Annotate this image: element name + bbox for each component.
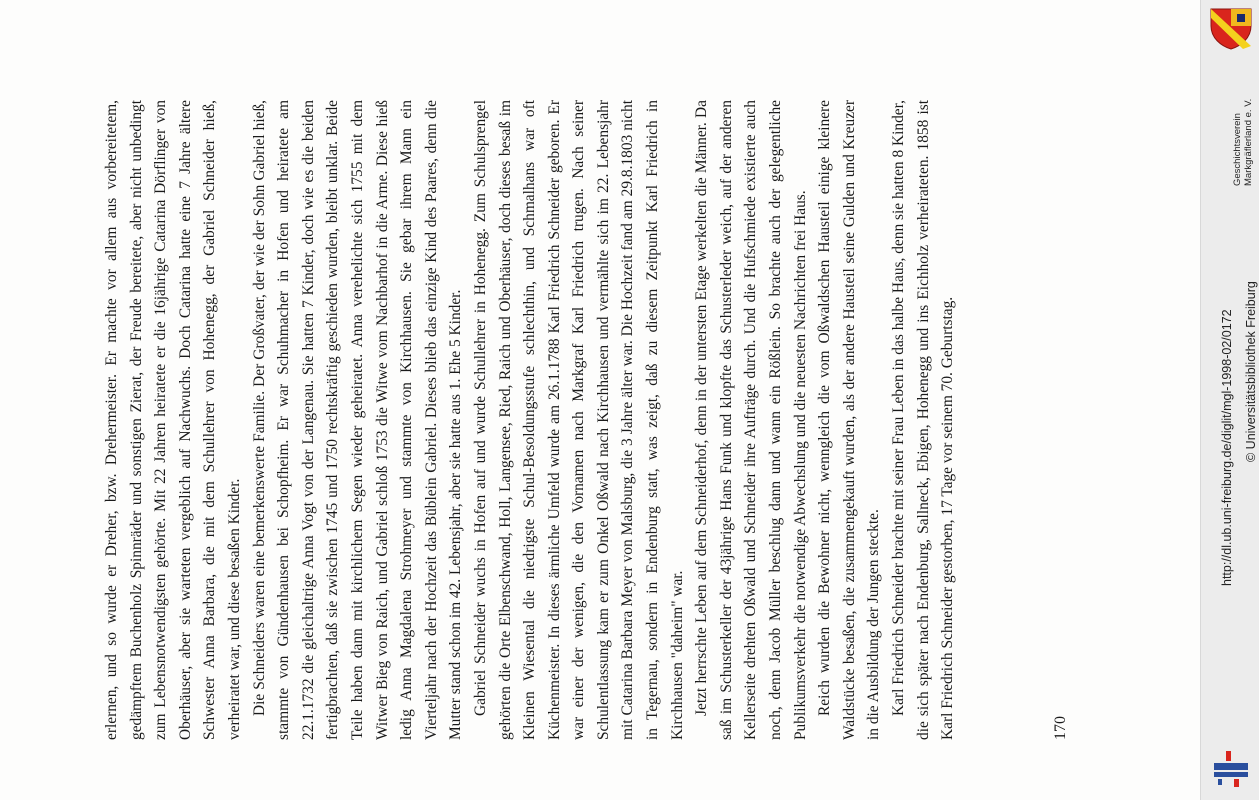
document-url[interactable]: http://dl.ub.uni-freiburg.de/diglit/mgl-1998-02/0172: [1220, 309, 1234, 586]
page-number-text: 170: [1052, 716, 1069, 740]
body-text: [100, 100, 1200, 740]
page-number: [1046, 706, 1074, 746]
university-library-logo-icon: [1210, 745, 1252, 789]
paragraph-3: Gabriel Schneider wuchs in Hofen auf und wurde Schullehrer in Hohenegg. Zum Schulsprengel gehörten die Orte Elbenschwand, Holl, Langensee, Ried, Raich und Oberhäuser, doch dieses besaß im Kleinen Wiesental die niedrigste Schul-Besoldungsstufe schlechthin, und Schmalhans war oft Küchenmeister. In dieses ärmliche Umfeld wurde am 26.1.1788 Karl Friedrich Schneider geboren. Er war einer der wenigen, die den Vornamen nach Markgraf Karl Friedrich trugen. Nach seiner Schulentlassung kam er zum Onkel Oßwald nach Kirchhausen und vermählte sich im 22. Lebensjahr mit Catarina Barbara Meyer von Malsburg, die 3 Jahre älter war. Die Hochzeit fand am 29.8.1803 nicht in Tegernau, sondern in Endenburg statt, was zeigt, daß zu diesem Zeitpunkt Karl Friedrich in Kirchhausen "daheim" war.: [471, 100, 686, 740]
paragraph-5: Reich wurden die Bewohner nicht, wenngleich die vom Oßwaldschen Hausteil einige kleinere Waldstücke besaßen, die zusammengekauft wurden, als der andere Hausteil seine Gulden und Kreuzer in die Ausbildung der Jungen steckte.: [816, 100, 883, 740]
coat-of-arms-icon: [1207, 6, 1255, 50]
copyright-notice: © Universitätsbibliothek Freiburg: [1244, 281, 1258, 462]
paragraph-2: Die Schneiders waren eine bemerkenswerte Familie. Der Großvater, der wie der Sohn Gabriel hieß, stammte von Gündenhausen bei Schopfheim. Er war Schuhmacher in Hofen und heiratete am 22.1.1732 die gleichaltrige Anna Vogt von der Langenau. Sie hatten 7 Kinder, doch wie es die beiden fertigbrachten, daß sie zwischen 1745 und 1750 rechtskräftig geschieden wurden, bleibt unklar. Beide Teile haben dann mit kirchlichem Segen wieder geheiratet. Anna verehelichte sich 1755 mit dem Witwer Bieg von Raich, und Gabriel schloß 1753 die Witwe vom Nachbarhof in die Arme. Diese hieß ledig Anna Magdalena Strohmeyer und stammte von Kirchhausen. Sie gebar ihrem Mann ein Vierteljahr nach der Hochzeit das Büblein Gabriel. Dieses blieb das einzige Kind des Paares, denn die Mutter stand schon im 42. Lebensjahr, aber sie hatte aus 1. Ehe 5 Kinder.: [250, 100, 465, 740]
society-name-line2: Markgräflerland e. V.: [1243, 98, 1254, 186]
paragraph-4: Jetzt herrschte Leben auf dem Schneiderhof, denn in der untersten Etage werkelten die Männer. Da saß im Schusterkeller der 43jährige Hans Funk und klopfte das Schusterleder weich, auf der anderen Kellerseite drehten Oßwald und Schneider ihre Aufträge durch. Und die Hufschmiede existierte auch noch, denn Jacob Müller beschlug dann und wann ein Rößlein. So brachte auch der gelegentliche Publikumsverkehr die notwendige Abwechslung und die neuesten Nachrichten frei Haus.: [693, 100, 809, 740]
society-name-line1: Geschichtsverein: [1232, 113, 1243, 186]
paragraph-1: erlernen, und so wurde er Dreher, bzw. Drehermeister. Er machte vor allem aus vorbereitetem, gedämpftem Buchenholz Spinnräder und sonstigen Zierat, der Freude bereitete, aber nicht unbedingt zum Lebensnotwendigsten gehörte. Mit 22 Jahren heiratete er die 16jährige Catarina Dörflinger von Oberhäuser, aber sie warteten vergeblich auf Nachwuchs. Doch Catarina hatte eine 7 Jahre ältere Schwester Anna Barbara, die mit dem Schullehrer von Hohenegg, der Gabriel Schneider hieß, verheiratet war, und diese besaßen Kinder.: [103, 100, 243, 740]
paragraph-6: Karl Friedrich Schneider brachte mit seiner Frau Leben in das halbe Haus, denn sie hatten 8 Kinder, die sich später nach Endenburg, Sallneck, Ebigen, Hohenegg und ins Eichholz verheirateten. 1858 ist Karl Friedrich Schneider gestorben, 17 Tage vor seinem 70. Geburtstag.: [890, 100, 957, 740]
